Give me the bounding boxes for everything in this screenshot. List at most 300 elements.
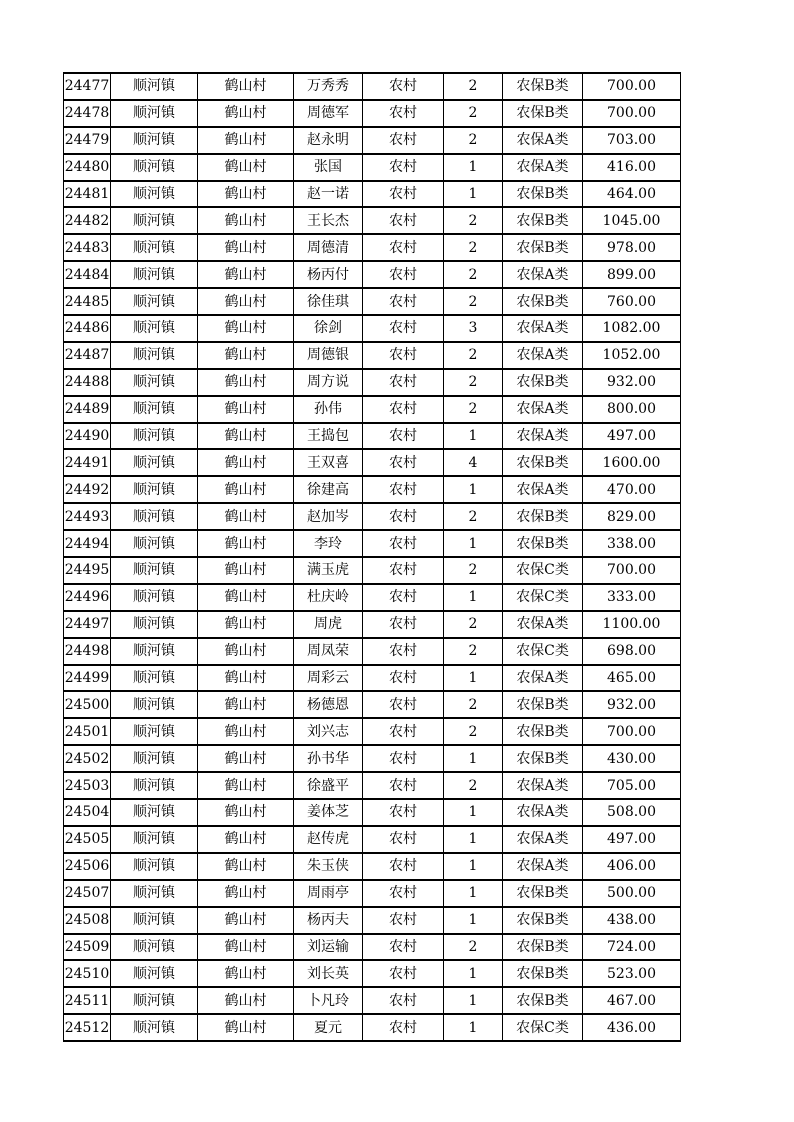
cell-amount: 464.00: [583, 181, 681, 208]
cell-insurance-class: 农保B类: [503, 288, 583, 315]
table-row: [64, 745, 681, 772]
cell-insurance-class: 农保B类: [503, 369, 583, 396]
cell-person-name: 姜体芝: [294, 799, 363, 826]
cell-amount: 500.00: [583, 880, 681, 907]
cell-village: 鹤山村: [198, 288, 294, 315]
cell-record-id: 24507: [64, 880, 111, 907]
cell-record-id: 24509: [64, 934, 111, 961]
cell-village: 鹤山村: [198, 261, 294, 288]
cell-town: 顺河镇: [111, 315, 198, 342]
cell-record-id: 24501: [64, 718, 111, 745]
cell-record-id: 24495: [64, 557, 111, 584]
cell-town: 顺河镇: [111, 691, 198, 718]
cell-amount: 700.00: [583, 73, 681, 100]
table-row: [64, 449, 681, 476]
cell-person-count: 2: [444, 691, 503, 718]
cell-village: 鹤山村: [198, 691, 294, 718]
table-row: [64, 718, 681, 745]
cell-person-count: 2: [444, 934, 503, 961]
cell-record-id: 24478: [64, 100, 111, 127]
cell-record-id: 24485: [64, 288, 111, 315]
cell-town: 顺河镇: [111, 584, 198, 611]
cell-village: 鹤山村: [198, 530, 294, 557]
cell-person-count: 2: [444, 288, 503, 315]
cell-town: 顺河镇: [111, 342, 198, 369]
cell-record-id: 24486: [64, 315, 111, 342]
cell-person-count: 1: [444, 826, 503, 853]
cell-category: 农村: [363, 826, 444, 853]
table-row: [64, 154, 681, 181]
cell-insurance-class: 农保A类: [503, 772, 583, 799]
cell-record-id: 24503: [64, 772, 111, 799]
cell-amount: 406.00: [583, 853, 681, 880]
cell-village: 鹤山村: [198, 1014, 294, 1041]
table-row: [64, 369, 681, 396]
cell-town: 顺河镇: [111, 181, 198, 208]
cell-village: 鹤山村: [198, 853, 294, 880]
cell-person-count: 1: [444, 799, 503, 826]
cell-town: 顺河镇: [111, 503, 198, 530]
cell-amount: 1082.00: [583, 315, 681, 342]
cell-town: 顺河镇: [111, 772, 198, 799]
table-row: [64, 181, 681, 208]
cell-village: 鹤山村: [198, 449, 294, 476]
cell-amount: 700.00: [583, 718, 681, 745]
cell-village: 鹤山村: [198, 718, 294, 745]
cell-village: 鹤山村: [198, 934, 294, 961]
cell-amount: 523.00: [583, 960, 681, 987]
cell-person-count: 2: [444, 100, 503, 127]
cell-person-name: 周彩云: [294, 665, 363, 692]
cell-person-name: 徐建高: [294, 476, 363, 503]
table-row: [64, 691, 681, 718]
cell-amount: 932.00: [583, 369, 681, 396]
cell-category: 农村: [363, 261, 444, 288]
cell-person-count: 2: [444, 234, 503, 261]
cell-town: 顺河镇: [111, 423, 198, 450]
cell-town: 顺河镇: [111, 234, 198, 261]
table-row: [64, 880, 681, 907]
cell-person-count: 2: [444, 772, 503, 799]
cell-record-id: 24500: [64, 691, 111, 718]
cell-category: 农村: [363, 987, 444, 1014]
cell-amount: 1045.00: [583, 207, 681, 234]
cell-town: 顺河镇: [111, 745, 198, 772]
cell-village: 鹤山村: [198, 907, 294, 934]
cell-person-count: 1: [444, 665, 503, 692]
cell-person-name: 王长杰: [294, 207, 363, 234]
cell-category: 农村: [363, 960, 444, 987]
cell-insurance-class: 农保B类: [503, 745, 583, 772]
table-row: [64, 665, 681, 692]
cell-person-count: 2: [444, 207, 503, 234]
cell-person-count: 3: [444, 315, 503, 342]
cell-person-name: 周德银: [294, 342, 363, 369]
cell-record-id: 24493: [64, 503, 111, 530]
cell-record-id: 24479: [64, 127, 111, 154]
table-row: [64, 288, 681, 315]
cell-person-name: 周凤荣: [294, 638, 363, 665]
cell-village: 鹤山村: [198, 799, 294, 826]
cell-town: 顺河镇: [111, 987, 198, 1014]
cell-record-id: 24512: [64, 1014, 111, 1041]
cell-category: 农村: [363, 853, 444, 880]
cell-person-name: 杨丙付: [294, 261, 363, 288]
cell-town: 顺河镇: [111, 476, 198, 503]
cell-village: 鹤山村: [198, 315, 294, 342]
table-row: [64, 342, 681, 369]
cell-record-id: 24498: [64, 638, 111, 665]
table-row: [64, 396, 681, 423]
cell-category: 农村: [363, 638, 444, 665]
cell-village: 鹤山村: [198, 665, 294, 692]
cell-person-name: 徐剑: [294, 315, 363, 342]
cell-record-id: 24477: [64, 73, 111, 100]
cell-insurance-class: 农保A类: [503, 154, 583, 181]
cell-person-name: 万秀秀: [294, 73, 363, 100]
cell-person-name: 杜庆岭: [294, 584, 363, 611]
cell-amount: 470.00: [583, 476, 681, 503]
cell-amount: 705.00: [583, 772, 681, 799]
cell-insurance-class: 农保B类: [503, 530, 583, 557]
cell-insurance-class: 农保B类: [503, 987, 583, 1014]
cell-insurance-class: 农保A类: [503, 476, 583, 503]
cell-amount: 1052.00: [583, 342, 681, 369]
cell-town: 顺河镇: [111, 1014, 198, 1041]
cell-category: 农村: [363, 181, 444, 208]
cell-record-id: 24508: [64, 907, 111, 934]
table-row: [64, 907, 681, 934]
cell-person-name: 周德清: [294, 234, 363, 261]
cell-record-id: 24483: [64, 234, 111, 261]
cell-person-count: 2: [444, 638, 503, 665]
cell-amount: 465.00: [583, 665, 681, 692]
cell-category: 农村: [363, 530, 444, 557]
cell-village: 鹤山村: [198, 826, 294, 853]
cell-town: 顺河镇: [111, 261, 198, 288]
cell-person-count: 1: [444, 960, 503, 987]
cell-insurance-class: 农保C类: [503, 1014, 583, 1041]
table-row: [64, 638, 681, 665]
cell-village: 鹤山村: [198, 154, 294, 181]
table-row: [64, 476, 681, 503]
cell-amount: 800.00: [583, 396, 681, 423]
cell-person-name: 周方说: [294, 369, 363, 396]
cell-town: 顺河镇: [111, 557, 198, 584]
cell-town: 顺河镇: [111, 799, 198, 826]
cell-person-name: 周德军: [294, 100, 363, 127]
cell-person-name: 赵一诺: [294, 181, 363, 208]
cell-town: 顺河镇: [111, 154, 198, 181]
cell-village: 鹤山村: [198, 423, 294, 450]
cell-person-count: 1: [444, 907, 503, 934]
table-row: [64, 960, 681, 987]
table-row: [64, 1014, 681, 1041]
cell-insurance-class: 农保A类: [503, 799, 583, 826]
cell-category: 农村: [363, 557, 444, 584]
cell-person-count: 1: [444, 476, 503, 503]
cell-amount: 497.00: [583, 826, 681, 853]
cell-person-count: 2: [444, 369, 503, 396]
cell-amount: 932.00: [583, 691, 681, 718]
cell-village: 鹤山村: [198, 987, 294, 1014]
cell-person-name: 王双喜: [294, 449, 363, 476]
cell-person-count: 2: [444, 73, 503, 100]
cell-person-count: 1: [444, 1014, 503, 1041]
cell-person-count: 2: [444, 396, 503, 423]
cell-insurance-class: 农保B类: [503, 73, 583, 100]
cell-insurance-class: 农保B类: [503, 181, 583, 208]
cell-category: 农村: [363, 73, 444, 100]
cell-person-name: 张国: [294, 154, 363, 181]
cell-category: 农村: [363, 1014, 444, 1041]
cell-record-id: 24505: [64, 826, 111, 853]
cell-person-count: 1: [444, 181, 503, 208]
cell-person-count: 2: [444, 261, 503, 288]
cell-person-count: 1: [444, 584, 503, 611]
cell-town: 顺河镇: [111, 853, 198, 880]
cell-person-name: 赵传虎: [294, 826, 363, 853]
cell-person-name: 满玉虎: [294, 557, 363, 584]
cell-amount: 416.00: [583, 154, 681, 181]
cell-person-name: 徐盛平: [294, 772, 363, 799]
cell-town: 顺河镇: [111, 638, 198, 665]
cell-category: 农村: [363, 154, 444, 181]
table-row: [64, 127, 681, 154]
cell-insurance-class: 农保B类: [503, 100, 583, 127]
cell-category: 农村: [363, 127, 444, 154]
cell-person-name: 卜凡玲: [294, 987, 363, 1014]
cell-amount: 436.00: [583, 1014, 681, 1041]
cell-record-id: 24510: [64, 960, 111, 987]
cell-village: 鹤山村: [198, 396, 294, 423]
cell-person-count: 1: [444, 880, 503, 907]
cell-person-count: 2: [444, 557, 503, 584]
cell-category: 农村: [363, 396, 444, 423]
table-row: [64, 207, 681, 234]
table-row: [64, 234, 681, 261]
cell-category: 农村: [363, 234, 444, 261]
cell-town: 顺河镇: [111, 718, 198, 745]
table-row: [64, 934, 681, 961]
cell-town: 顺河镇: [111, 880, 198, 907]
cell-category: 农村: [363, 880, 444, 907]
cell-category: 农村: [363, 584, 444, 611]
cell-amount: 724.00: [583, 934, 681, 961]
table-row: [64, 611, 681, 638]
table-row: [64, 584, 681, 611]
cell-record-id: 24481: [64, 181, 111, 208]
cell-record-id: 24487: [64, 342, 111, 369]
cell-insurance-class: 农保A类: [503, 261, 583, 288]
cell-village: 鹤山村: [198, 880, 294, 907]
cell-amount: 899.00: [583, 261, 681, 288]
cell-amount: 508.00: [583, 799, 681, 826]
cell-town: 顺河镇: [111, 207, 198, 234]
cell-person-name: 孙伟: [294, 396, 363, 423]
cell-person-count: 2: [444, 342, 503, 369]
table-row: [64, 987, 681, 1014]
table-row: [64, 73, 681, 100]
cell-village: 鹤山村: [198, 476, 294, 503]
cell-record-id: 24489: [64, 396, 111, 423]
cell-village: 鹤山村: [198, 369, 294, 396]
cell-record-id: 24491: [64, 449, 111, 476]
table-row: [64, 423, 681, 450]
cell-town: 顺河镇: [111, 73, 198, 100]
cell-amount: 978.00: [583, 234, 681, 261]
table-body: [64, 73, 681, 1041]
cell-category: 农村: [363, 691, 444, 718]
cell-town: 顺河镇: [111, 100, 198, 127]
table-row: [64, 557, 681, 584]
cell-village: 鹤山村: [198, 611, 294, 638]
cell-town: 顺河镇: [111, 960, 198, 987]
cell-category: 农村: [363, 799, 444, 826]
table-row: [64, 503, 681, 530]
cell-insurance-class: 农保B类: [503, 207, 583, 234]
cell-record-id: 24499: [64, 665, 111, 692]
cell-category: 农村: [363, 315, 444, 342]
cell-person-name: 王捣包: [294, 423, 363, 450]
cell-town: 顺河镇: [111, 369, 198, 396]
cell-village: 鹤山村: [198, 207, 294, 234]
cell-town: 顺河镇: [111, 396, 198, 423]
cell-amount: 467.00: [583, 987, 681, 1014]
cell-person-name: 李玲: [294, 530, 363, 557]
cell-insurance-class: 农保B类: [503, 691, 583, 718]
table-row: [64, 772, 681, 799]
cell-record-id: 24482: [64, 207, 111, 234]
cell-category: 农村: [363, 207, 444, 234]
cell-record-id: 24494: [64, 530, 111, 557]
cell-amount: 703.00: [583, 127, 681, 154]
cell-amount: 829.00: [583, 503, 681, 530]
cell-person-count: 2: [444, 718, 503, 745]
cell-town: 顺河镇: [111, 611, 198, 638]
cell-record-id: 24497: [64, 611, 111, 638]
cell-village: 鹤山村: [198, 772, 294, 799]
cell-person-count: 4: [444, 449, 503, 476]
cell-person-count: 1: [444, 154, 503, 181]
cell-person-count: 2: [444, 127, 503, 154]
cell-person-name: 周雨亭: [294, 880, 363, 907]
cell-record-id: 24488: [64, 369, 111, 396]
insurance-roster-table: [63, 72, 681, 1042]
cell-record-id: 24506: [64, 853, 111, 880]
table-row: [64, 799, 681, 826]
cell-insurance-class: 农保A类: [503, 342, 583, 369]
cell-category: 农村: [363, 503, 444, 530]
cell-insurance-class: 农保B类: [503, 960, 583, 987]
cell-village: 鹤山村: [198, 127, 294, 154]
cell-record-id: 24502: [64, 745, 111, 772]
cell-person-name: 杨德恩: [294, 691, 363, 718]
cell-category: 农村: [363, 288, 444, 315]
cell-person-name: 刘兴志: [294, 718, 363, 745]
cell-amount: 700.00: [583, 557, 681, 584]
cell-record-id: 24490: [64, 423, 111, 450]
cell-insurance-class: 农保A类: [503, 826, 583, 853]
cell-category: 农村: [363, 772, 444, 799]
cell-amount: 700.00: [583, 100, 681, 127]
table-row: [64, 853, 681, 880]
cell-village: 鹤山村: [198, 234, 294, 261]
cell-insurance-class: 农保B类: [503, 907, 583, 934]
cell-amount: 760.00: [583, 288, 681, 315]
cell-person-count: 1: [444, 745, 503, 772]
cell-category: 农村: [363, 423, 444, 450]
cell-record-id: 24484: [64, 261, 111, 288]
cell-village: 鹤山村: [198, 503, 294, 530]
cell-record-id: 24504: [64, 799, 111, 826]
cell-village: 鹤山村: [198, 557, 294, 584]
cell-insurance-class: 农保A类: [503, 127, 583, 154]
cell-person-name: 刘长英: [294, 960, 363, 987]
cell-amount: 333.00: [583, 584, 681, 611]
cell-person-name: 赵永明: [294, 127, 363, 154]
cell-person-name: 孙书华: [294, 745, 363, 772]
cell-category: 农村: [363, 449, 444, 476]
cell-insurance-class: 农保A类: [503, 315, 583, 342]
cell-town: 顺河镇: [111, 826, 198, 853]
cell-person-count: 2: [444, 503, 503, 530]
cell-record-id: 24480: [64, 154, 111, 181]
cell-category: 农村: [363, 100, 444, 127]
cell-category: 农村: [363, 934, 444, 961]
cell-town: 顺河镇: [111, 665, 198, 692]
cell-person-count: 1: [444, 530, 503, 557]
table-row: [64, 826, 681, 853]
cell-town: 顺河镇: [111, 907, 198, 934]
cell-category: 农村: [363, 369, 444, 396]
cell-town: 顺河镇: [111, 934, 198, 961]
cell-insurance-class: 农保C类: [503, 638, 583, 665]
cell-town: 顺河镇: [111, 288, 198, 315]
cell-category: 农村: [363, 476, 444, 503]
cell-insurance-class: 农保C类: [503, 557, 583, 584]
table-row: [64, 530, 681, 557]
cell-insurance-class: 农保B类: [503, 503, 583, 530]
cell-village: 鹤山村: [198, 745, 294, 772]
cell-insurance-class: 农保B类: [503, 880, 583, 907]
cell-insurance-class: 农保A类: [503, 665, 583, 692]
cell-person-count: 2: [444, 611, 503, 638]
cell-amount: 1600.00: [583, 449, 681, 476]
table-row: [64, 261, 681, 288]
cell-insurance-class: 农保A类: [503, 396, 583, 423]
cell-person-name: 周虎: [294, 611, 363, 638]
cell-insurance-class: 农保B类: [503, 449, 583, 476]
cell-village: 鹤山村: [198, 960, 294, 987]
cell-insurance-class: 农保B类: [503, 234, 583, 261]
cell-person-name: 朱玉侠: [294, 853, 363, 880]
cell-insurance-class: 农保B类: [503, 934, 583, 961]
cell-insurance-class: 农保B类: [503, 718, 583, 745]
cell-amount: 338.00: [583, 530, 681, 557]
cell-town: 顺河镇: [111, 449, 198, 476]
cell-record-id: 24511: [64, 987, 111, 1014]
cell-amount: 438.00: [583, 907, 681, 934]
cell-person-name: 杨丙夫: [294, 907, 363, 934]
cell-category: 农村: [363, 907, 444, 934]
cell-town: 顺河镇: [111, 530, 198, 557]
cell-person-count: 1: [444, 987, 503, 1014]
table-row: [64, 100, 681, 127]
cell-record-id: 24492: [64, 476, 111, 503]
cell-category: 农村: [363, 611, 444, 638]
cell-person-name: 刘运输: [294, 934, 363, 961]
